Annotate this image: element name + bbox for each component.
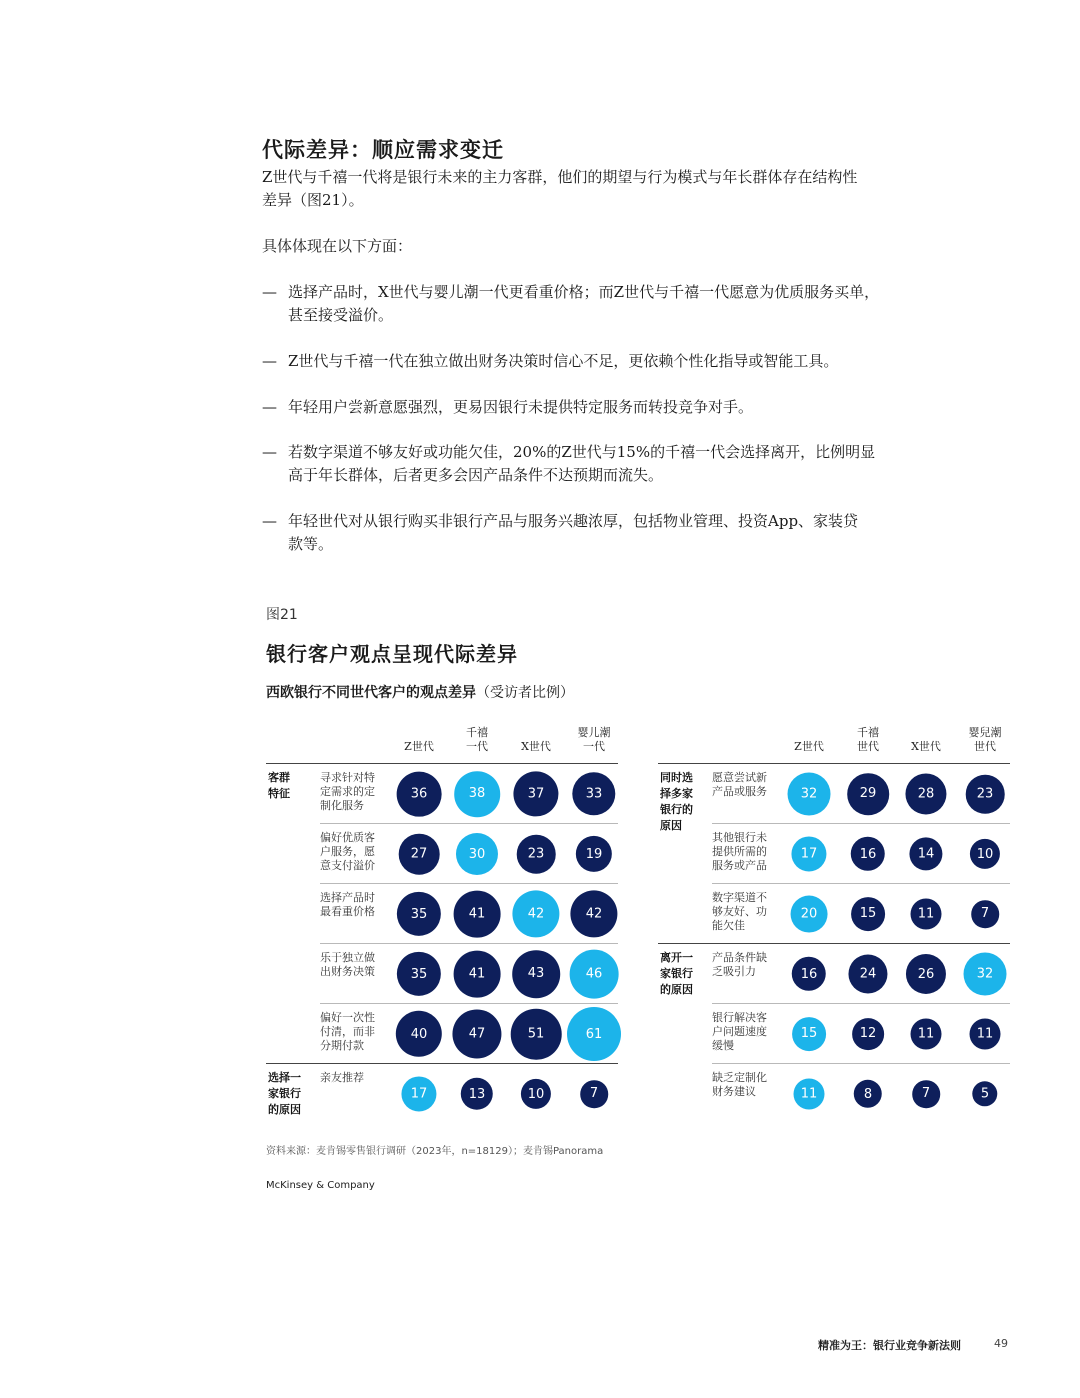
bullet-line: Z世代与千禧一代在独立做出财务决策时信心不足，更依赖个性化指导或智能工具。 xyxy=(288,352,839,370)
bullet-dash: — xyxy=(262,352,277,370)
row-rule xyxy=(658,943,1010,944)
bullet-item xyxy=(262,441,942,487)
column-header: 婴儿潮 一代 xyxy=(577,726,611,753)
row-label: 愿意尝试新 产品或服务 xyxy=(712,771,767,798)
row-rule xyxy=(320,883,618,884)
bullet-line: 年轻用户尝新意愿强烈，更易因银行未提供特定服务而转投竞争对手。 xyxy=(288,398,754,416)
column-header: X世代 xyxy=(911,740,941,753)
data-bubble: 16 xyxy=(792,957,826,991)
header-rule xyxy=(658,763,1010,764)
data-bubble: 27 xyxy=(399,834,440,875)
column-header: X世代 xyxy=(521,740,551,753)
data-bubble: 61 xyxy=(567,1007,621,1061)
column-header: 千禧 一代 xyxy=(466,726,488,753)
data-bubble: 11 xyxy=(794,1079,825,1110)
data-bubble: 35 xyxy=(397,952,441,996)
data-bubble: 7 xyxy=(971,900,999,928)
intro-line-2: 差异（图21）。 xyxy=(262,191,364,209)
data-bubble: 32 xyxy=(964,953,1007,996)
row-group-label: 同时选 择多家 银行的 原因 xyxy=(660,771,693,832)
data-bubble: 16 xyxy=(851,837,885,871)
row-label: 偏好优质客 户服务，愿 意支付溢价 xyxy=(320,831,375,872)
data-bubble: 42 xyxy=(512,890,559,937)
data-bubble: 10 xyxy=(970,839,1000,869)
header-rule xyxy=(266,763,618,764)
data-bubble: 23 xyxy=(966,775,1005,814)
intro-paragraph xyxy=(262,166,942,212)
data-bubble: 24 xyxy=(848,954,887,993)
data-bubble: 15 xyxy=(851,897,885,931)
data-bubble: 7 xyxy=(912,1080,940,1108)
row-rule xyxy=(320,823,618,824)
row-rule xyxy=(712,823,1010,824)
figure-subtitle xyxy=(266,682,574,702)
data-bubble: 11 xyxy=(911,899,942,930)
bullet-line: 年轻世代对从银行购买非银行产品与服务兴趣浓厚，包括物业管理、投资App、家装贷 xyxy=(288,512,859,530)
row-rule xyxy=(320,1003,618,1004)
data-bubble: 17 xyxy=(401,1076,436,1111)
data-bubble: 13 xyxy=(461,1078,493,1110)
data-bubble: 8 xyxy=(854,1080,882,1108)
figure-number: 图21 xyxy=(266,607,298,623)
row-group-label: 选择一 家银行 的原因 xyxy=(268,1071,301,1116)
row-label: 数字渠道不 够友好、功 能欠佳 xyxy=(712,891,767,932)
footer-title: 精准为王：银行业竞争新法则 xyxy=(818,1339,961,1352)
brand-label: McKinsey & Company xyxy=(266,1180,375,1191)
row-label: 银行解决客 户问题速度 缓慢 xyxy=(712,1011,767,1052)
aspects-label: 具体体现在以下方面： xyxy=(262,237,413,255)
row-label: 亲友推荐 xyxy=(320,1071,364,1084)
data-bubble: 43 xyxy=(512,950,560,998)
data-bubble: 11 xyxy=(970,1019,1001,1050)
data-bubble: 19 xyxy=(576,836,612,872)
row-rule xyxy=(712,1063,1010,1064)
data-bubble: 5 xyxy=(972,1081,997,1106)
bullet-item xyxy=(262,510,942,556)
row-group-label: 离开一 家银行 的原因 xyxy=(660,951,693,996)
figure-subtitle-note: （受访者比例） xyxy=(476,685,574,701)
data-bubble: 40 xyxy=(396,1011,442,1057)
row-label: 偏好一次性 付清，而非 分期付款 xyxy=(320,1011,375,1052)
bullet-line: 若数字渠道不够友好或功能欠佳，20%的Z世代与15%的千禧一代会选择离开，比例明显 xyxy=(288,443,876,461)
data-bubble: 26 xyxy=(906,954,946,994)
bullet-dash: — xyxy=(262,512,277,530)
bullet-line: 甚至接受溢价。 xyxy=(288,306,394,324)
bullet-line: 高于年长群体，后者更多会因产品条件不达预期而流失。 xyxy=(288,466,664,484)
row-rule xyxy=(320,943,618,944)
data-bubble: 37 xyxy=(513,771,558,816)
data-bubble: 41 xyxy=(454,951,501,998)
data-bubble: 38 xyxy=(454,771,500,817)
data-bubble: 28 xyxy=(905,773,946,814)
data-bubble: 29 xyxy=(847,773,889,815)
data-bubble: 23 xyxy=(517,835,556,874)
row-label: 其他银行未 提供所需的 服务或产品 xyxy=(712,831,767,872)
source-note: 资料来源：麦肯锡零售银行调研（2023年，n=18129）；麦肯锡Panorama xyxy=(266,1146,604,1157)
data-bubble: 32 xyxy=(788,773,831,816)
data-bubble: 14 xyxy=(909,837,942,870)
row-label: 乐于独立做 出财务决策 xyxy=(320,951,375,978)
data-bubble: 30 xyxy=(456,833,498,875)
figure-subtitle-bold: 西欧银行不同世代客户的观点差异 xyxy=(266,685,476,701)
figure-title: 银行客户观点呈现代际差异 xyxy=(266,642,518,666)
bullet-item xyxy=(262,396,942,419)
data-bubble: 20 xyxy=(791,896,828,933)
data-bubble: 10 xyxy=(521,1079,551,1109)
data-bubble: 42 xyxy=(570,890,617,937)
data-bubble: 46 xyxy=(570,950,619,999)
data-bubble: 15 xyxy=(792,1017,826,1051)
data-bubble: 17 xyxy=(791,836,826,871)
column-header: Z世代 xyxy=(404,740,434,753)
row-rule xyxy=(266,1063,618,1064)
bullet-line: 选择产品时，X世代与婴儿潮一代更看重价格；而Z世代与千禧一代愿意为优质服务买单， xyxy=(288,283,880,301)
bullet-dash: — xyxy=(262,443,277,461)
data-bubble: 7 xyxy=(580,1080,608,1108)
row-rule xyxy=(712,1003,1010,1004)
bullet-dash: — xyxy=(262,283,277,301)
data-bubble: 33 xyxy=(572,772,615,815)
column-header: 婴兒潮 世代 xyxy=(968,726,1002,753)
bullet-dash: — xyxy=(262,398,277,416)
data-bubble: 35 xyxy=(397,892,441,936)
data-bubble: 41 xyxy=(454,891,501,938)
row-rule xyxy=(712,883,1010,884)
row-label: 选择产品时 最看重价格 xyxy=(320,891,375,918)
bullet-line: 款等。 xyxy=(288,535,334,553)
bullet-item xyxy=(262,350,942,373)
row-label: 产品条件缺 乏吸引力 xyxy=(712,951,767,978)
data-bubble: 47 xyxy=(452,1009,501,1058)
page-number: 49 xyxy=(994,1337,1008,1350)
data-bubble: 11 xyxy=(911,1019,942,1050)
column-header: 千禧 世代 xyxy=(857,726,879,753)
section-title: 代际差异：顺应需求变迁 xyxy=(262,137,504,162)
bullet-item xyxy=(262,281,942,327)
data-bubble: 12 xyxy=(852,1018,884,1050)
column-header: Z世代 xyxy=(794,740,824,753)
row-label: 寻求针对特 定需求的定 制化服务 xyxy=(320,771,375,812)
row-label: 缺乏定制化 财务建议 xyxy=(712,1071,767,1098)
data-bubble: 36 xyxy=(397,772,442,817)
row-group-label: 客群 特征 xyxy=(268,771,290,800)
data-bubble: 51 xyxy=(511,1009,562,1060)
intro-line-1: Z世代与千禧一代将是银行未来的主力客群，他们的期望与行为模式与年长群体存在结构性 xyxy=(262,168,858,186)
